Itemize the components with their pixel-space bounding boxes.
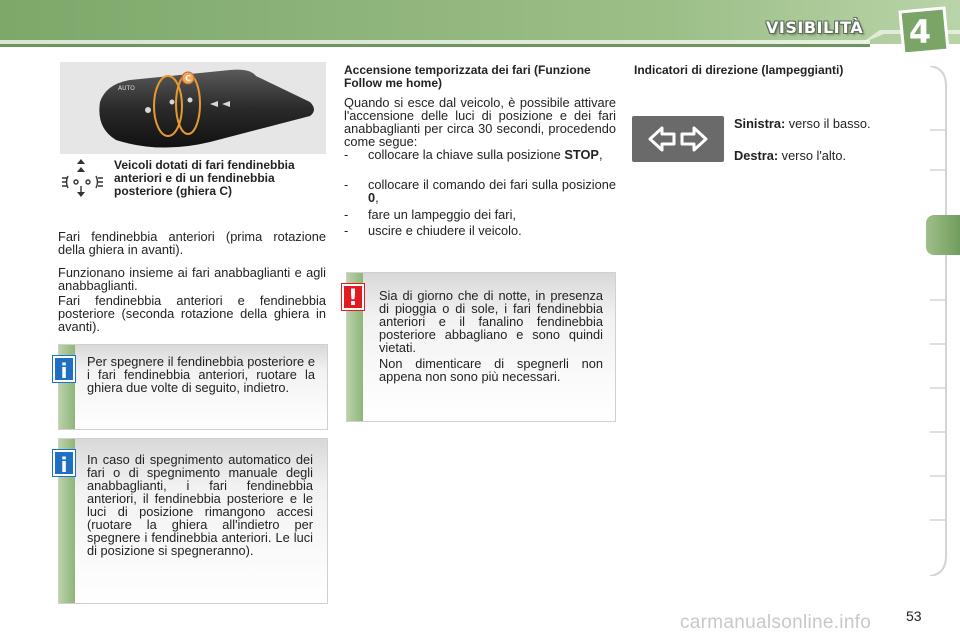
warning-box-fog-text: Sia di giorno che di notte, in presenza di pioggia o di sole, i fari fendinebbia anteriori e il fanalino fendinebbia posteriore abbagliano e sono quindi vietati. xyxy=(379,288,603,355)
info-icon: i xyxy=(53,450,75,476)
front-fog-paragraph: Fari fendinebbia anteriori (prima rotazione della ghiera in avanti). xyxy=(58,229,326,257)
turn-signal-arrows-drawing xyxy=(632,116,724,162)
chapter-tab-strip xyxy=(926,66,948,576)
warning-box-fog xyxy=(346,272,616,422)
chapter-number: 4 xyxy=(908,13,932,51)
chapter-title: VISIBILITÀ xyxy=(766,18,864,37)
warning-icon: ! xyxy=(342,284,364,310)
page-number: 53 xyxy=(906,608,922,624)
light-stalk-image xyxy=(60,62,326,154)
follow-me-home-step: - fare un lampeggio dei fari, xyxy=(344,207,516,222)
stalk-callout-c: C xyxy=(185,74,191,83)
watermark: carmanualsonline.info xyxy=(680,612,872,633)
follow-me-home-step: - uscire e chiudere il veicolo. xyxy=(344,223,522,238)
turn-signal-arrows-icon xyxy=(632,116,724,162)
info-icon: i xyxy=(53,356,75,382)
follow-me-home-step: - collocare la chiave sulla posizione STOP, xyxy=(344,147,603,162)
chapter-tab-active[interactable] xyxy=(926,215,960,255)
fog-lamp-ring-icon xyxy=(60,158,106,198)
info-box-switch-off xyxy=(58,344,328,430)
stalk-label-auto: AUTO xyxy=(118,85,135,92)
follow-me-home-heading: Accensione temporizzata dei fari (Funzione Follow me home) xyxy=(344,63,591,90)
info-box-auto-off xyxy=(58,438,328,604)
fog-dipped-paragraph: Funzionano insieme ai fari anabbaglianti e agli anabbaglianti. xyxy=(58,265,326,293)
info-box-switch-off-text: Per spegnere il fendinebbia posteriore e i fari fendinebbia anteriori, ruotare la ghiera due volte di seguito, indietro. xyxy=(87,354,315,395)
right-indicator-line: Destra: verso l'alto. xyxy=(734,148,846,163)
warning-box-reminder-text: Non dimenticare di spegnerli non appena non sono più necessari. xyxy=(379,356,603,384)
follow-me-home-step: - collocare il comando dei fari sulla posizione 0, xyxy=(344,177,616,205)
fog-lights-heading: Veicoli dotati di fari fendinebbia anteriori e di un fendinebbia posteriore (ghiera C) xyxy=(114,158,295,198)
rear-fog-paragraph: Fari fendinebbia anteriori e fendinebbia posteriore (seconda rotazione della ghiera in avanti). xyxy=(58,293,326,334)
left-indicator-line: Sinistra: verso il basso. xyxy=(734,116,871,131)
light-stalk-drawing xyxy=(60,62,326,154)
info-box-auto-off-text: In caso di spegnimento automatico dei fari o di spegnimento manuale degli anabbaglianti, i fari fendinebbia anteriori, il fendinebbia posteriore e le luci di posizione rimangono accesi (ruotare la ghiera all'indietro per spegnere i fendinebbia anteriori. Le luci di posizione si spegneranno). xyxy=(87,452,313,558)
follow-me-home-intro: Quando si esce dal veicolo, è possibile attivare l'accensione delle luci di posizione e dei fari anabbaglianti per circa 30 secondi, procedendo come segue: xyxy=(344,95,616,149)
direction-indicators-heading: Indicatori di direzione (lampeggianti) xyxy=(634,63,844,77)
